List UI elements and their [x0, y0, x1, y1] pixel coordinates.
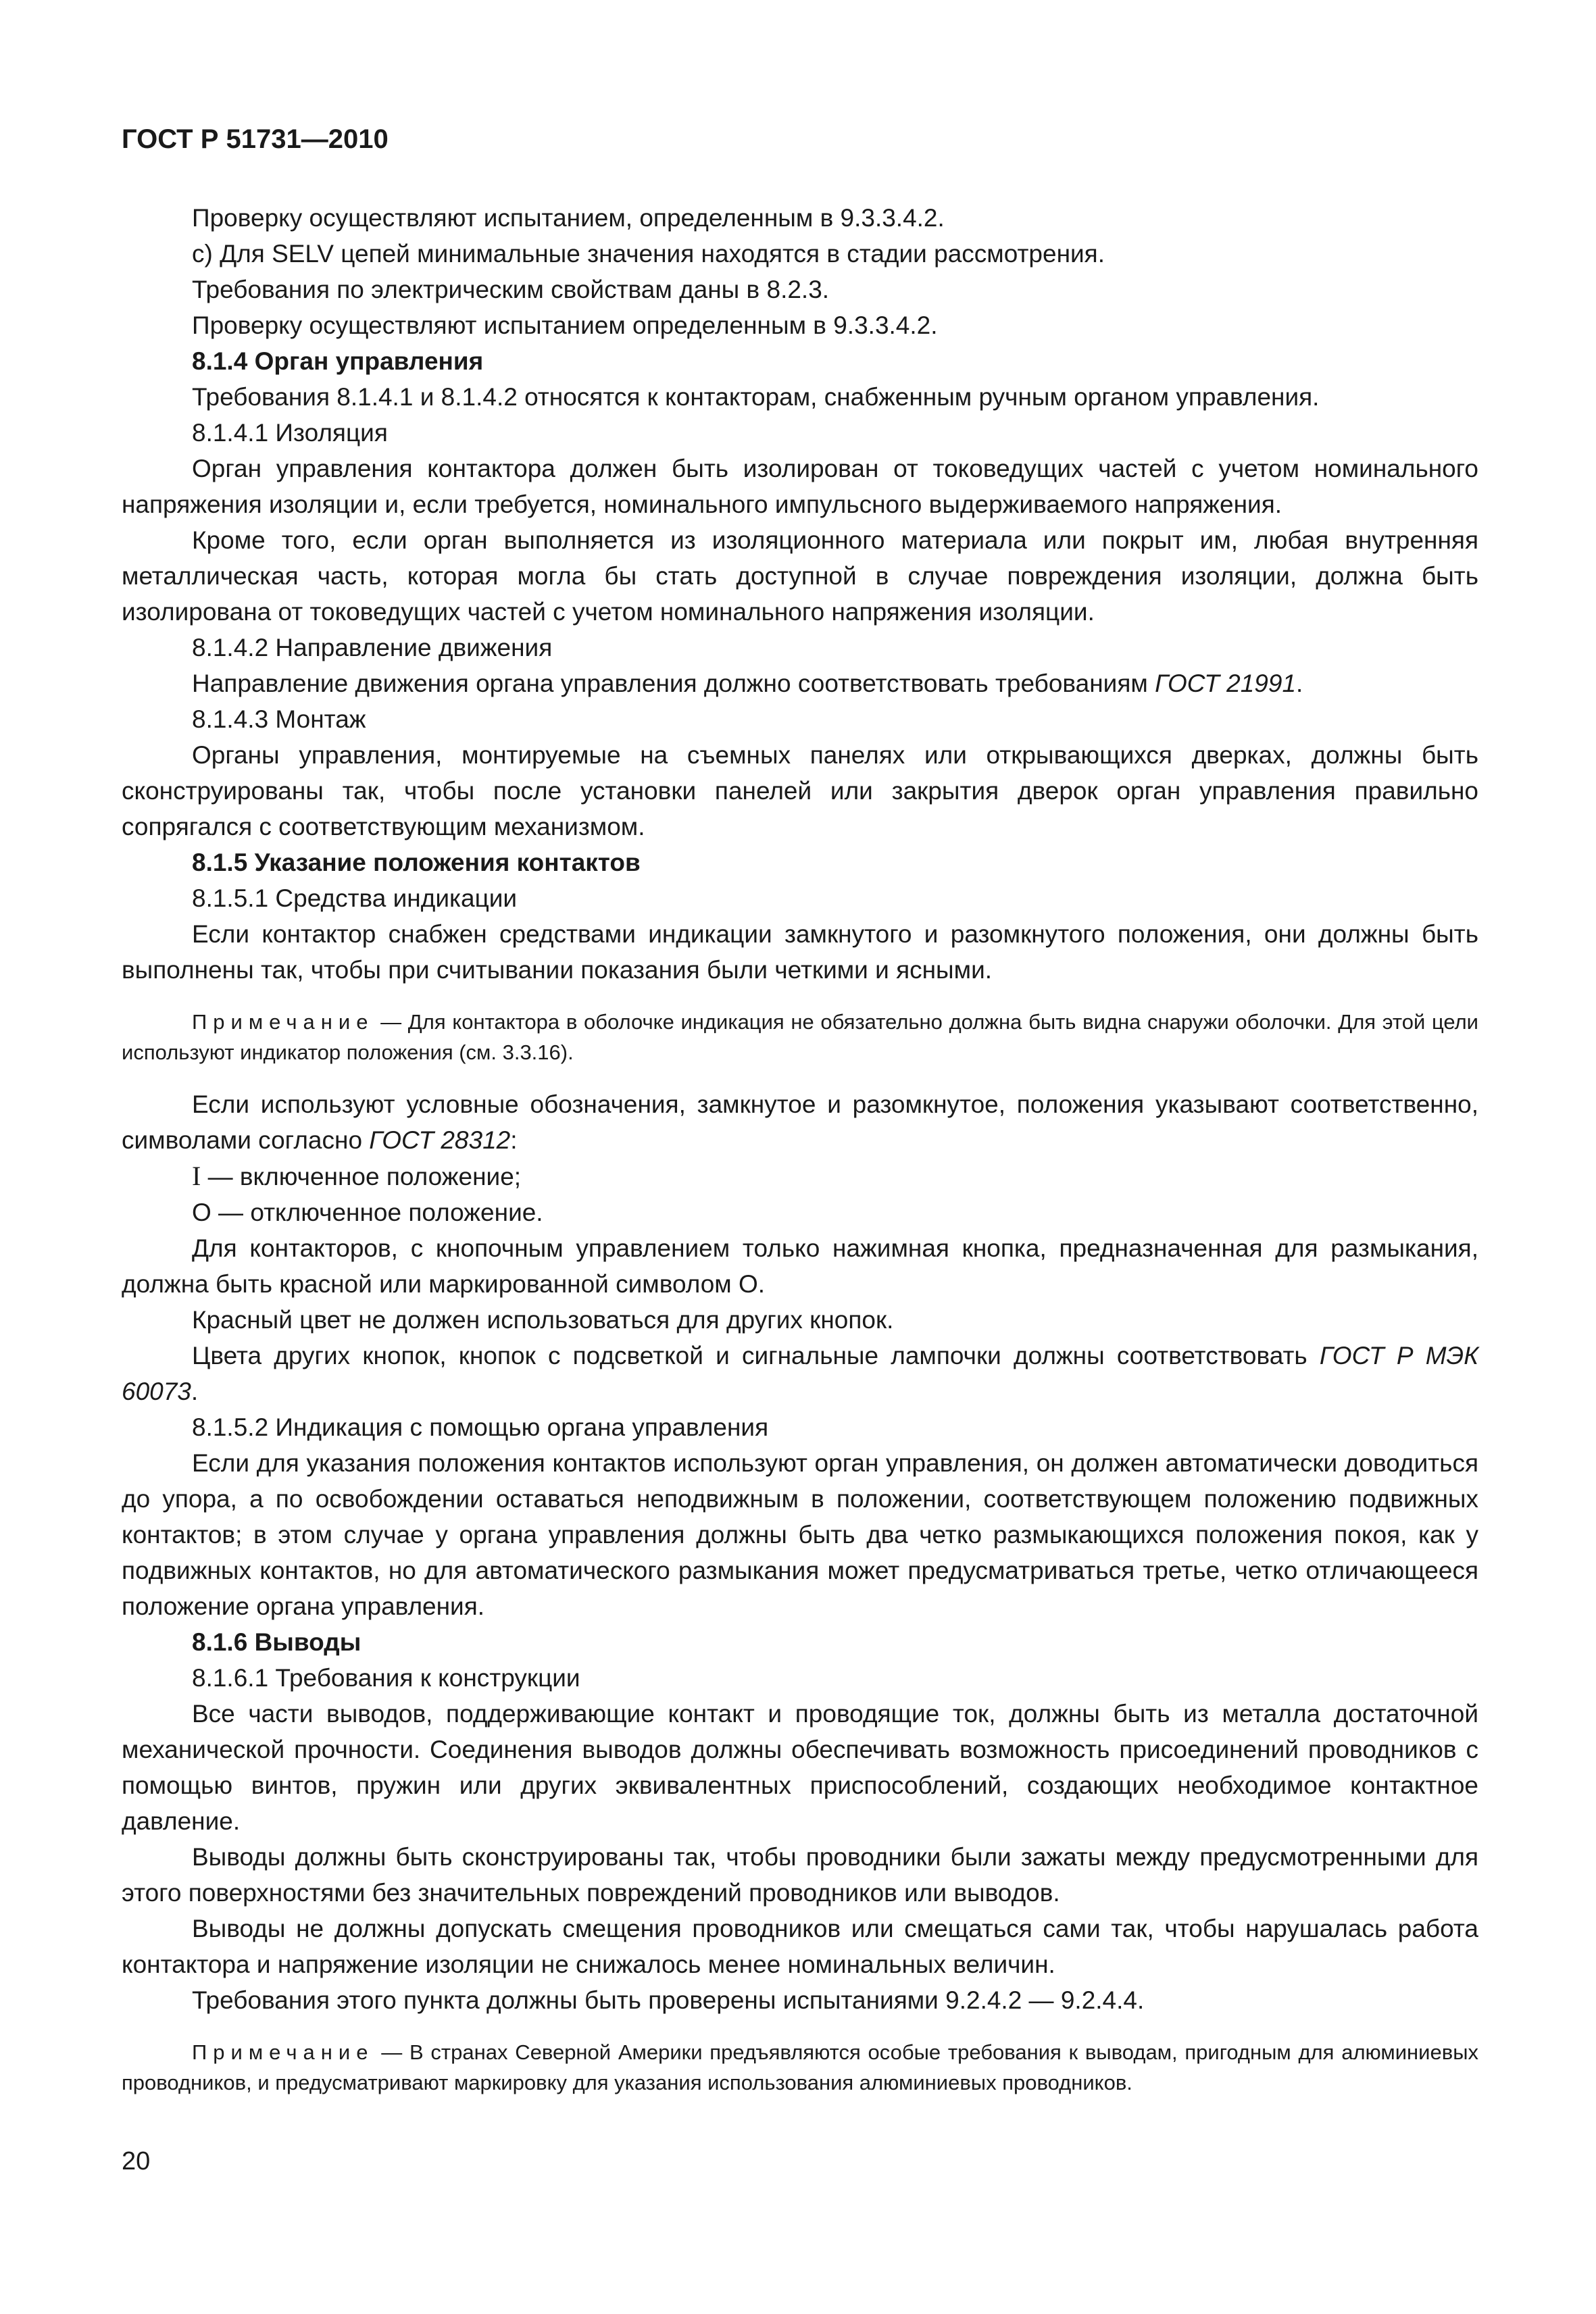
- page-number: 20: [122, 2147, 151, 2175]
- section-heading: 8.1.5 Указание положения контактов: [192, 849, 641, 876]
- paragraph: I — включенное положение;: [192, 1161, 522, 1191]
- paragraph: Если контактор снабжен средствами индикации замкнутого и разомкнутого положения, они должны быть выполнены так, чтобы при считывании показания были четкими и ясными.: [122, 920, 1478, 984]
- note-label: Примечание: [192, 2040, 374, 2064]
- subsection-title: 8.1.4.1 Изоляция: [192, 419, 388, 447]
- standard-reference: ГОСТ 21991: [1155, 670, 1297, 697]
- paragraph: Проверку осуществляют испытанием определенным в 9.3.3.4.2.: [192, 311, 938, 339]
- paragraph: Красный цвет не должен использоваться для других кнопок.: [192, 1306, 894, 1334]
- paragraph: Выводы должны быть сконструированы так, чтобы проводники были зажаты между предусмотренными для этого поверхностями без значительных повреждений проводников или выводов.: [122, 1843, 1478, 1907]
- paragraph: Требования по электрическим свойствам даны в 8.2.3.: [192, 276, 830, 303]
- note: Примечание — Для контактора в оболочке индикация не обязательно должна быть видна снаружи оболочки. Для этой цели используют индикатор положения (см. 3.3.16).: [122, 1010, 1478, 1064]
- standard-reference: ГОСТ 28312: [369, 1126, 511, 1154]
- paragraph: О — отключенное положение.: [192, 1199, 543, 1226]
- paragraph: Требования этого пункта должны быть проверены испытаниями 9.2.4.2 — 9.2.4.4.: [192, 1986, 1145, 2014]
- paragraph: Требования 8.1.4.1 и 8.1.4.2 относятся к контакторам, снабженным ручным органом управления.: [192, 383, 1320, 411]
- section-heading: 8.1.4 Орган управления: [192, 347, 484, 375]
- section-heading: 8.1.6 Выводы: [192, 1628, 361, 1656]
- paragraph: Орган управления контактора должен быть изолирован от токоведущих частей с учетом номинального напряжения изоляции и, если требуется, номинального импульсного выдерживаемого напряжения.: [122, 455, 1478, 518]
- document-header: ГОСТ Р 51731—2010: [122, 124, 389, 154]
- paragraph: с) Для SELV цепей минимальные значения находятся в стадии рассмотрения.: [192, 240, 1105, 268]
- paragraph: Если для указания положения контактов используют орган управления, он должен автоматически доводиться до упора, а по освобождении оставаться неподвижным в положении, соответствующем положению подвижных контактов; в этом случае у органа управления должны быть два четко размыкающихся положения покоя, как у подвижных контактов, но для автоматического размыкания может предусматриваться третье, четко отличающееся положение органа управления.: [122, 1449, 1478, 1620]
- paragraph: Все части выводов, поддерживающие контакт и проводящие ток, должны быть из металла достаточной механической прочности. Соединения выводов должны обеспечивать возможность присоединений проводников с помощью винтов, пружин или других эквивалентных приспособлений, создающих необходимое контактное давление.: [122, 1700, 1478, 1835]
- subsection-title: 8.1.6.1 Требования к конструкции: [192, 1664, 580, 1692]
- paragraph: Для контакторов, с кнопочным управлением только нажимная кнопка, предназначенная для размыкания, должна быть красной или маркированной символом О.: [122, 1234, 1478, 1298]
- subsection-title: 8.1.5.1 Средства индикации: [192, 884, 518, 912]
- subsection-title: 8.1.4.3 Монтаж: [192, 705, 366, 733]
- paragraph: Кроме того, если орган выполняется из изоляционного материала или покрыт им, любая внутренняя металлическая часть, которая могла бы стать доступной в случае повреждения изоляции, должна быть изолирована от токоведущих частей с учетом номинального напряжения изоляции.: [122, 526, 1478, 626]
- paragraph: Выводы не должны допускать смещения проводников или смещаться сами так, чтобы нарушалась работа контактора и напряжение изоляции не снижалось менее номинальных величин.: [122, 1915, 1478, 1978]
- subsection-title: 8.1.4.2 Направление движения: [192, 634, 553, 661]
- note-label: Примечание: [192, 1010, 374, 1034]
- paragraph: Цвета других кнопок, кнопок с подсветкой и сигнальные лампочки должны соответствовать ГОСТ Р МЭК 60073.: [122, 1342, 1478, 1405]
- document-body: [122, 200, 1478, 2117]
- paragraph: Направление движения органа управления должно соответствовать требованиям ГОСТ 21991.: [192, 670, 1303, 697]
- paragraph: Органы управления, монтируемые на съемных панелях или открывающихся дверках, должны быть сконструированы так, чтобы после установки панелей или закрытия дверок орган управления правильно сопрягался с соответствующим механизмом.: [122, 741, 1478, 840]
- standard-reference: ГОСТ Р МЭК 60073: [122, 1342, 1478, 1405]
- on-position-symbol: I: [192, 1161, 201, 1191]
- paragraph: Проверку осуществляют испытанием, определенным в 9.3.3.4.2.: [192, 204, 945, 232]
- note: Примечание — В странах Северной Америки предъявляются особые требования к выводам, пригодным для алюминиевых проводников, и предусматривают маркировку для указания использования алюминиевых проводников.: [122, 2040, 1478, 2094]
- paragraph: Если используют условные обозначения, замкнутое и разомкнутое, положения указывают соответственно, символами согласно ГОСТ 28312:: [122, 1090, 1478, 1154]
- subsection-title: 8.1.5.2 Индикация с помощью органа управления: [192, 1413, 769, 1441]
